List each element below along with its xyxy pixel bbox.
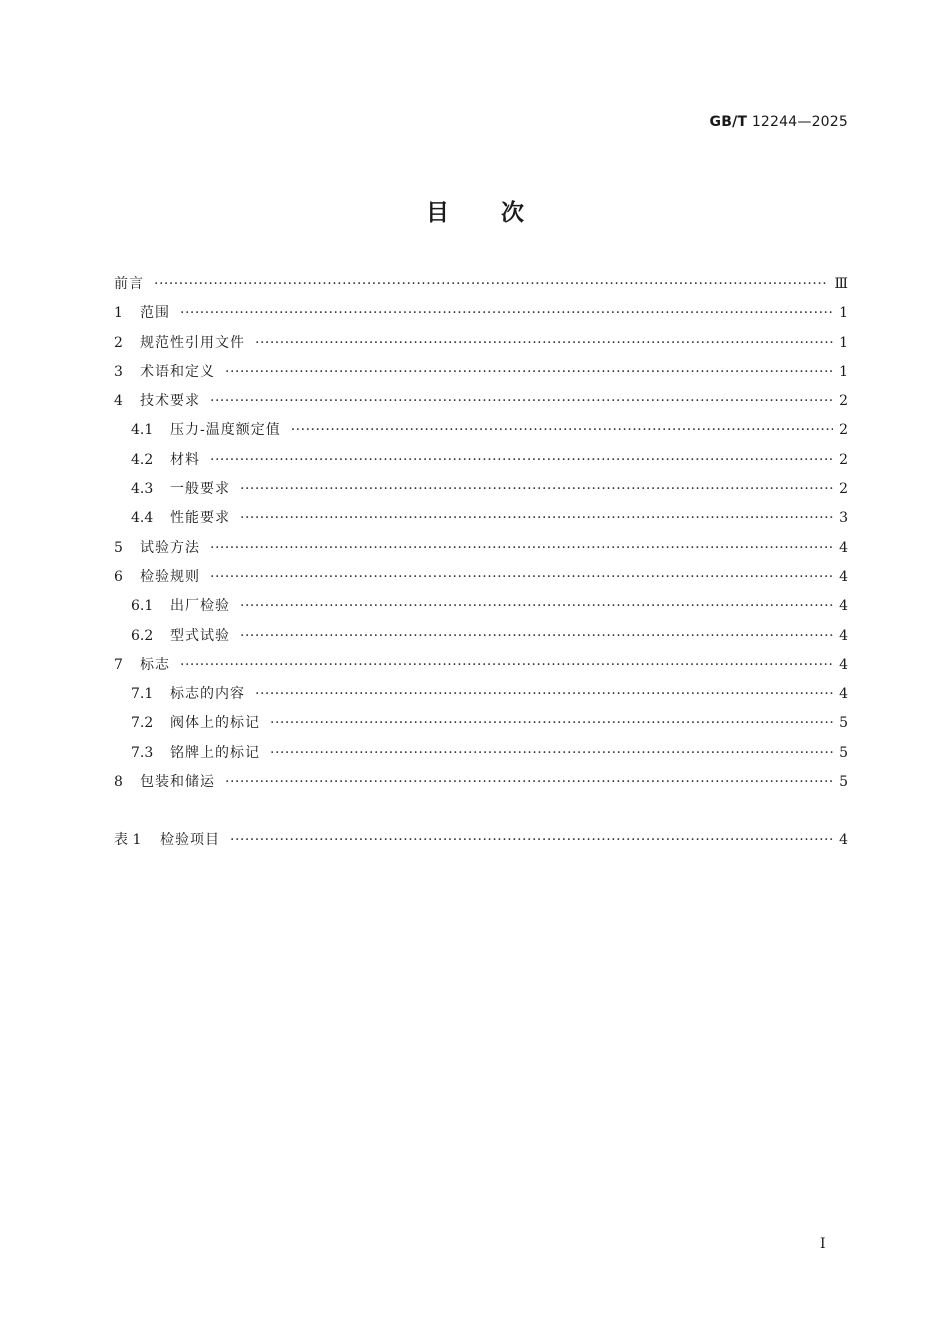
toc-entry[interactable] (114, 299, 848, 328)
toc-entry-number: 8 (114, 774, 123, 791)
toc-entry-label: 标志 (140, 656, 170, 673)
toc-leader-dots (210, 563, 833, 592)
toc-entry-page: 5 (839, 744, 848, 761)
toc-subentry[interactable] (114, 504, 848, 533)
toc-leader-dots (180, 299, 833, 328)
toc-entry-page: 4 (839, 568, 848, 585)
toc-entry-number: 6.1 (131, 598, 154, 615)
toc-entry-page: 2 (839, 393, 848, 410)
toc-entry-number: 3 (114, 363, 123, 380)
toc-entry-label: 材料 (170, 451, 200, 468)
toc-entry-number: 4 (114, 393, 123, 410)
toc-entry-page: 5 (839, 715, 848, 732)
toc-subentry[interactable] (114, 622, 848, 651)
toc-entry-page: 4 (839, 598, 848, 615)
toc-entry[interactable] (114, 329, 848, 358)
toc-entry-page: 2 (839, 422, 848, 439)
toc-entry-label: 压力-温度额定值 (170, 422, 281, 439)
toc-subentry[interactable] (114, 739, 848, 768)
toc-leader-dots (240, 622, 833, 651)
toc-leader-dots (225, 768, 833, 797)
toc-entry-number: 4.1 (131, 422, 154, 439)
toc-entry-page: Ⅲ (834, 276, 848, 292)
toc-leader-dots (240, 592, 833, 621)
toc-entry-number: 7.2 (131, 715, 154, 732)
toc-entry-label: 包装和储运 (140, 774, 215, 791)
toc-subentry[interactable] (114, 592, 848, 621)
toc-subentry[interactable] (114, 680, 848, 709)
toc-entry[interactable] (114, 563, 848, 592)
toc-leader-dots (180, 651, 833, 680)
toc-entry-page: 2 (839, 451, 848, 468)
toc-entry-page: 4 (839, 686, 848, 703)
toc-entry-number: 5 (114, 539, 123, 556)
toc-table-number: 表 1 (114, 832, 142, 849)
toc-entry-label: 铭牌上的标记 (170, 744, 260, 761)
toc-entry-page: 4 (839, 539, 848, 556)
standard-number: 12244—2025 (751, 114, 848, 130)
standard-prefix: GB/T (709, 114, 748, 130)
toc-leader-dots (240, 504, 833, 533)
toc-entry-number: 4.4 (131, 510, 154, 527)
toc-entry-label: 规范性引用文件 (140, 334, 245, 351)
toc-entry-number: 4.2 (131, 451, 154, 468)
toc-subentry[interactable] (114, 709, 848, 738)
toc-entry-label: 技术要求 (140, 393, 200, 410)
toc-leader-dots (255, 680, 833, 709)
toc-leader-dots (291, 416, 833, 445)
toc-entry-label: 标志的内容 (170, 686, 245, 703)
toc-entry-number: 2 (114, 334, 123, 351)
toc-leader-dots (230, 826, 833, 855)
toc-table-label: 检验项目 (160, 832, 220, 849)
toc-subentry[interactable] (114, 446, 848, 475)
toc-entry-number: 7.1 (131, 686, 154, 703)
toc-entry-label: 阀体上的标记 (170, 715, 260, 732)
toc-leader-dots (210, 534, 833, 563)
toc-entry[interactable] (114, 651, 848, 680)
toc-entry[interactable] (114, 270, 848, 299)
toc-entry-number: 7.3 (131, 744, 154, 761)
toc-entry[interactable] (114, 534, 848, 563)
toc-entry[interactable] (114, 358, 848, 387)
toc-spacer (114, 797, 848, 826)
toc-subentry[interactable] (114, 475, 848, 504)
toc-entry-label: 试验方法 (140, 539, 200, 556)
toc-entry[interactable] (114, 768, 848, 797)
toc-subentry[interactable] (114, 416, 848, 445)
page-number: I (820, 1236, 826, 1252)
toc-entry-number: 1 (114, 305, 123, 322)
toc-entry-page: 2 (839, 481, 848, 498)
toc-entry-label: 一般要求 (170, 481, 230, 498)
toc-entry-page: 4 (839, 656, 848, 673)
page-title: 目次 (426, 200, 576, 226)
toc-leader-dots (240, 475, 833, 504)
toc-entry-label: 型式试验 (170, 627, 230, 644)
toc-entry-label: 出厂检验 (170, 598, 230, 615)
toc-entry-page: 1 (839, 363, 848, 380)
toc-entry-page: 1 (839, 305, 848, 322)
toc-entry-number: 6.2 (131, 627, 154, 644)
toc-entry-label: 范围 (140, 305, 170, 322)
toc-entry-page: 3 (839, 510, 848, 527)
toc-leader-dots (225, 358, 833, 387)
toc-entry[interactable] (114, 387, 848, 416)
toc-entry-page: 1 (839, 334, 848, 351)
toc-leader-dots (154, 270, 828, 299)
toc-table-entry[interactable] (114, 826, 848, 855)
toc-entry-page: 5 (839, 774, 848, 791)
toc-leader-dots (210, 387, 833, 416)
toc-leader-dots (270, 709, 833, 738)
toc-entry-label: 术语和定义 (140, 363, 215, 380)
toc-entry-number: 4.3 (131, 481, 154, 498)
toc-entry-number: 7 (114, 656, 123, 673)
toc-entry-label: 性能要求 (170, 510, 230, 527)
toc-table-page: 4 (839, 832, 848, 849)
toc-entry-label: 检验规则 (140, 568, 200, 585)
toc-entry-label: 前言 (114, 276, 144, 292)
toc-entry-number: 6 (114, 568, 123, 585)
toc-entry-page: 4 (839, 627, 848, 644)
toc-leader-dots (210, 446, 833, 475)
toc-leader-dots (255, 329, 833, 358)
table-of-contents (114, 270, 848, 856)
standard-code (710, 114, 848, 130)
toc-leader-dots (270, 739, 833, 768)
